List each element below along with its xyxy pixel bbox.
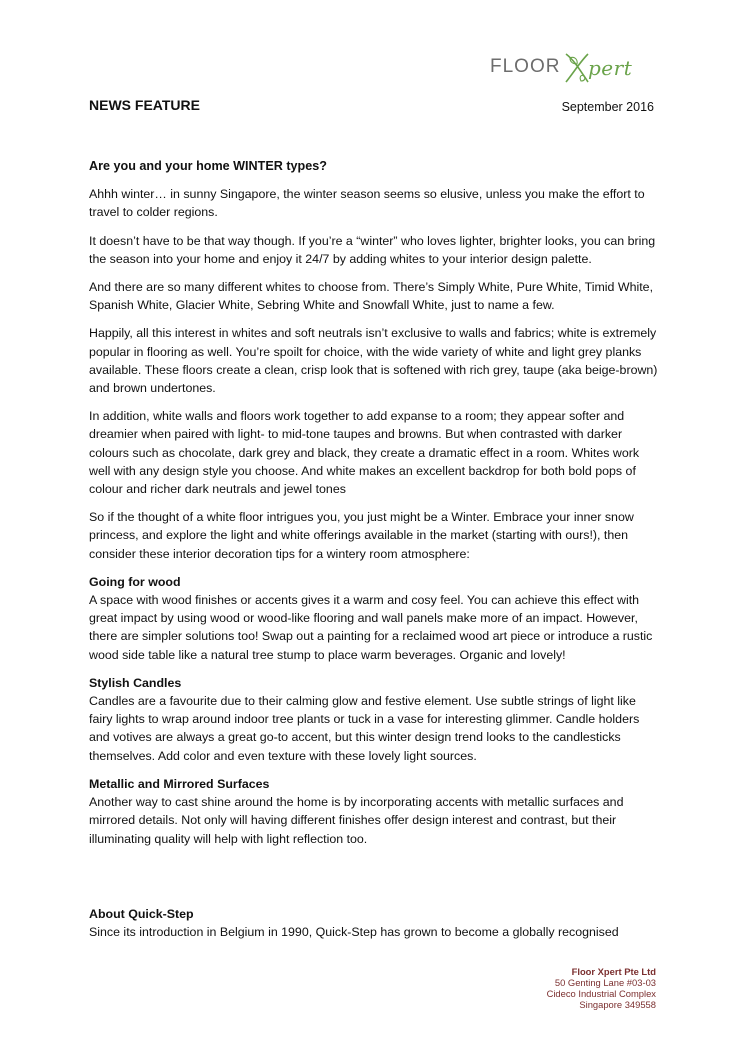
paragraph: So if the thought of a white floor intrigues you, you just might be a Winter. Embrace your inner snow princess, and explore the light and white offerings available in the market (starting with ours!), then consider these interior decoration tips for a wintery room atmosphere:	[89, 510, 634, 561]
section-title: Going for wood	[89, 574, 181, 589]
section-title: Stylish Candles	[89, 675, 182, 690]
section-metallic-surfaces	[89, 775, 659, 848]
address-line: 50 Genting Lane #03-03	[554, 977, 656, 988]
about-body: Since its introduction in Belgium in 1990, Quick-Step has grown to become a globally recognised	[89, 925, 619, 940]
company-name: Floor Xpert Pte Ltd	[571, 966, 656, 977]
about-section	[89, 905, 659, 941]
logo-text-pert: pert	[588, 56, 633, 80]
paragraph: Ahhh winter… in sunny Singapore, the winter season seems so elusive, unless you make the effort to travel to colder regions.	[89, 187, 645, 220]
about-title: About Quick-Step	[89, 907, 194, 921]
page-title: NEWS FEATURE	[89, 97, 200, 113]
paragraph: In addition, white walls and floors work together to add expanse to a room; they appear softer and dreamier when paired with light- to mid-tone taupes and browns. But when contrasted with darker colours such as chocolate, dark grey and black, they create a dramatic effect in a room. Whites work well with any design style you choose. And white makes an excellent backdrop for both bold pops of colour and richer dark neutrals and jewel tones	[89, 409, 640, 497]
section-title: Metallic and Mirrored Surfaces	[89, 776, 270, 791]
paragraph: Happily, all this interest in whites and soft neutrals isn’t exclusive to walls and fabrics; white is extremely popular in flooring as well. You’re spoilt for choice, with the wide variety of white and light grey planks available. These floors create a clean, crisp look that is softened with rich grey, taupe (aka beige-brown) and brown undertones.	[89, 326, 658, 396]
paragraph: And there are so many different whites to choose from. There’s Simply White, Pure White, Timid White, Spanish White, Glacier White, Sebring White and Snowfall White, just to name a few.	[89, 280, 654, 313]
company-address	[547, 966, 656, 1010]
logo-text-floor: FLOOR	[490, 56, 561, 77]
section-body: Candles are a favourite due to their calming glow and festive element. Use subtle strings of light like fairy lights to wrap around indoor tree plants or tuck in a vase for interesting glimmer. Candle holders and votives are always a great go-to accent, but this winter design trend looks to the candlesticks themselves. Add color and even texture with these lovely light sources.	[89, 694, 640, 763]
section-going-for-wood	[89, 573, 659, 664]
publication-date: September 2016	[561, 100, 654, 114]
address-line: Singapore 349558	[579, 999, 656, 1010]
article-heading: Are you and your home WINTER types?	[89, 159, 327, 173]
company-logo	[488, 50, 658, 86]
section-stylish-candles	[89, 674, 659, 765]
paragraph: It doesn’t have to be that way though. If you’re a “winter” who loves lighter, brighter looks, you can bring the season into your home and enjoy it 24/7 by adding whites to your interior design palette.	[89, 233, 656, 266]
address-line: Cideco Industrial Complex	[546, 988, 656, 999]
section-body: Another way to cast shine around the home is by incorporating accents with metallic surfaces and mirrored details. Not only will having different finishes offer design interest and contrast, but their illuminating quality will help with light reflection too.	[89, 795, 624, 846]
article-body	[89, 157, 659, 858]
section-body: A space with wood finishes or accents gives it a warm and cosy feel. You can achieve this effect with great impact by using wood or wood-like flooring and wall panels make more of an impact. However, there are simpler solutions too! Swap out a painting for a reclaimed wood art piece or introduce a rustic wood side table like a natural tree stump to place warm beverages. Organic and lovely!	[89, 593, 653, 662]
